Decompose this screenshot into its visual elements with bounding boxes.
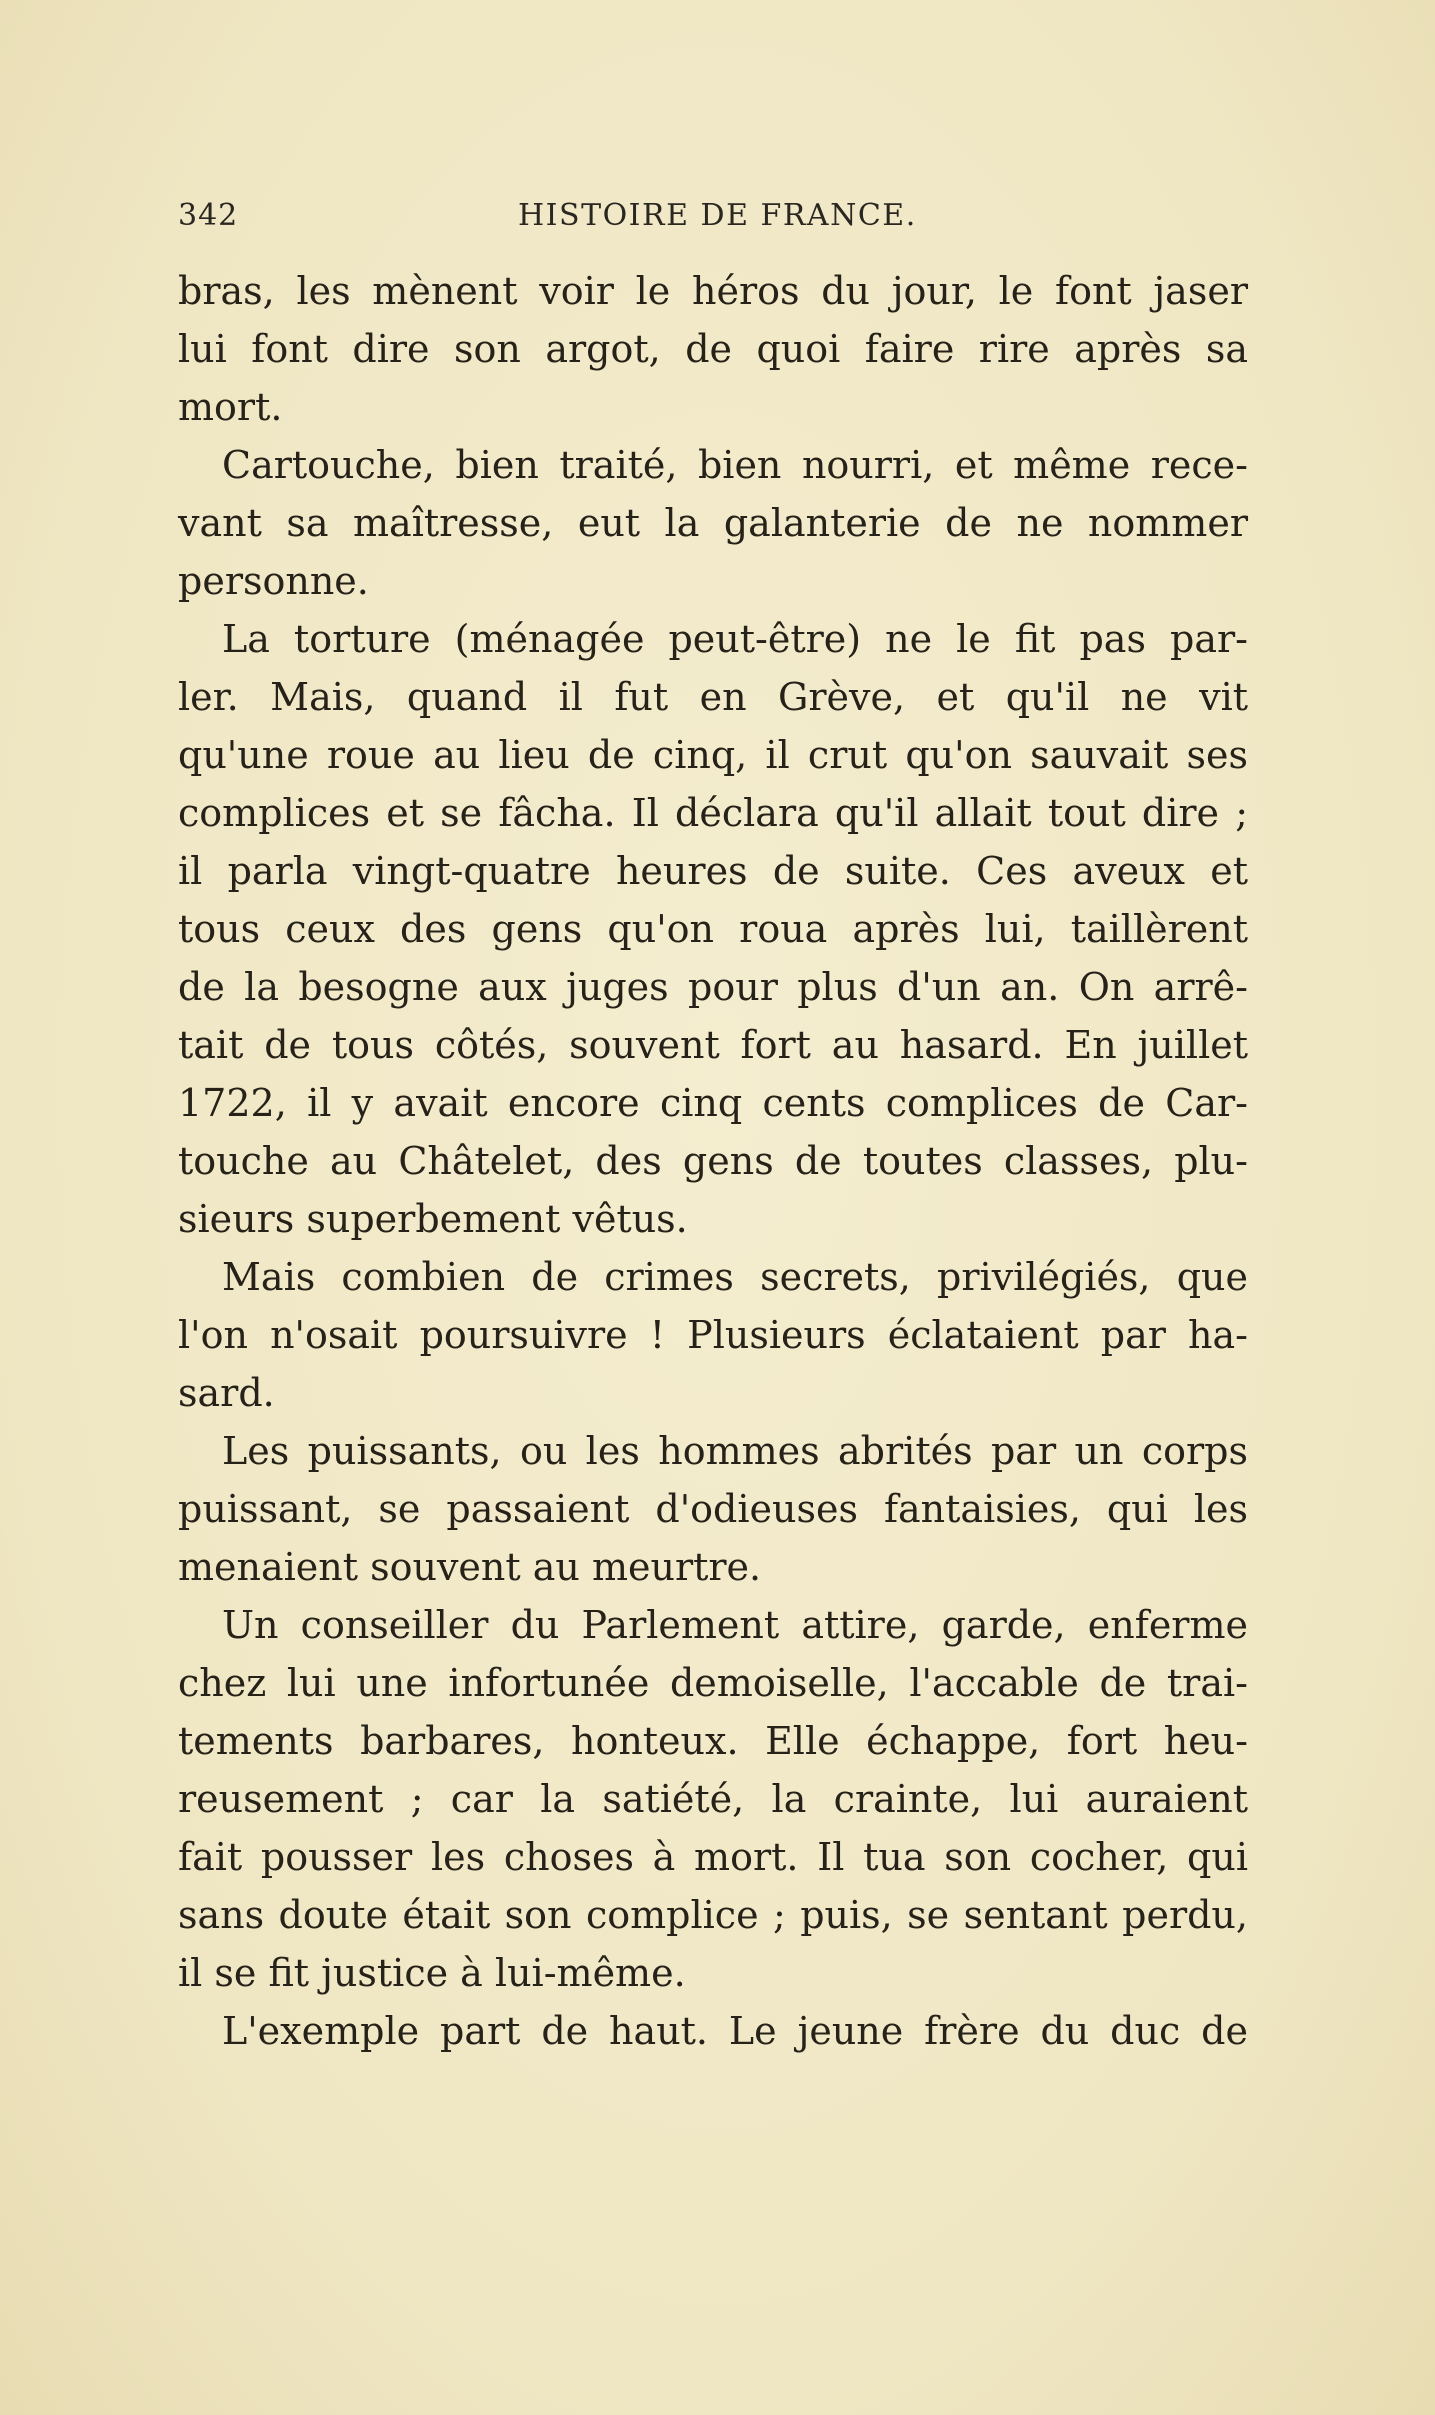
text-line: bras, les mènent voir le héros du jour, le font jaser [178, 269, 1248, 313]
text-line: Un conseiller du Parlement attire, garde, enferme [222, 1603, 1248, 1647]
text-line: complices et se fâcha. Il déclara qu'il allait tout dire ; [178, 791, 1248, 835]
text-line: chez lui une infortunée demoiselle, l'accable de trai- [178, 1661, 1248, 1705]
text-line: sieurs superbement vêtus. [178, 1197, 688, 1241]
text-line: de la besogne aux juges pour plus d'un an. On arrê- [178, 965, 1248, 1009]
text-line: touche au Châtelet, des gens de toutes classes, plu- [178, 1139, 1248, 1183]
text-line: 1722, il y avait encore cinq cents complices de Car- [178, 1081, 1248, 1125]
text-line: il parla vingt-quatre heures de suite. Ces aveux et [178, 849, 1248, 893]
text-line: fait pousser les choses à mort. Il tua son cocher, qui [178, 1835, 1248, 1879]
text-line: tements barbares, honteux. Elle échappe, fort heu- [178, 1719, 1248, 1763]
text-line: il se fit justice à lui-même. [178, 1951, 686, 1995]
text-line: La torture (ménagée peut-être) ne le fit pas par- [222, 617, 1248, 661]
text-line: Mais combien de crimes secrets, privilégiés, que [222, 1255, 1248, 1299]
text-line: sard. [178, 1371, 275, 1415]
text-line: Cartouche, bien traité, bien nourri, et même rece- [222, 443, 1248, 487]
text-line: sans doute était son complice ; puis, se sentant perdu, [178, 1893, 1248, 1937]
text-line: Les puissants, ou les hommes abrités par un corps [222, 1429, 1248, 1473]
running-title: HISTOIRE DE FRANCE. [518, 198, 917, 233]
text-line: l'on n'osait poursuivre ! Plusieurs éclataient par ha- [178, 1313, 1248, 1357]
text-line: puissant, se passaient d'odieuses fantaisies, qui les [178, 1487, 1248, 1531]
text-line: tous ceux des gens qu'on roua après lui, taillèrent [178, 907, 1248, 951]
body-text [178, 262, 1248, 2060]
text-line: vant sa maîtresse, eut la galanterie de ne nommer [178, 501, 1248, 545]
text-line: menaient souvent au meurtre. [178, 1545, 762, 1589]
text-line: lui font dire son argot, de quoi faire rire après sa [178, 327, 1248, 371]
text-line: reusement ; car la satiété, la crainte, lui auraient [178, 1777, 1248, 1821]
text-line: tait de tous côtés, souvent fort au hasard. En juillet [178, 1023, 1248, 1067]
page-number: 342 [178, 198, 239, 233]
text-line: ler. Mais, quand il fut en Grève, et qu'il ne vit [178, 675, 1248, 719]
text-line: qu'une roue au lieu de cinq, il crut qu'on sauvait ses [178, 733, 1248, 777]
text-line: personne. [178, 559, 369, 603]
text-line: L'exemple part de haut. Le jeune frère du duc de [222, 2009, 1248, 2053]
text-line: mort. [178, 385, 283, 429]
page-header [178, 198, 1248, 248]
